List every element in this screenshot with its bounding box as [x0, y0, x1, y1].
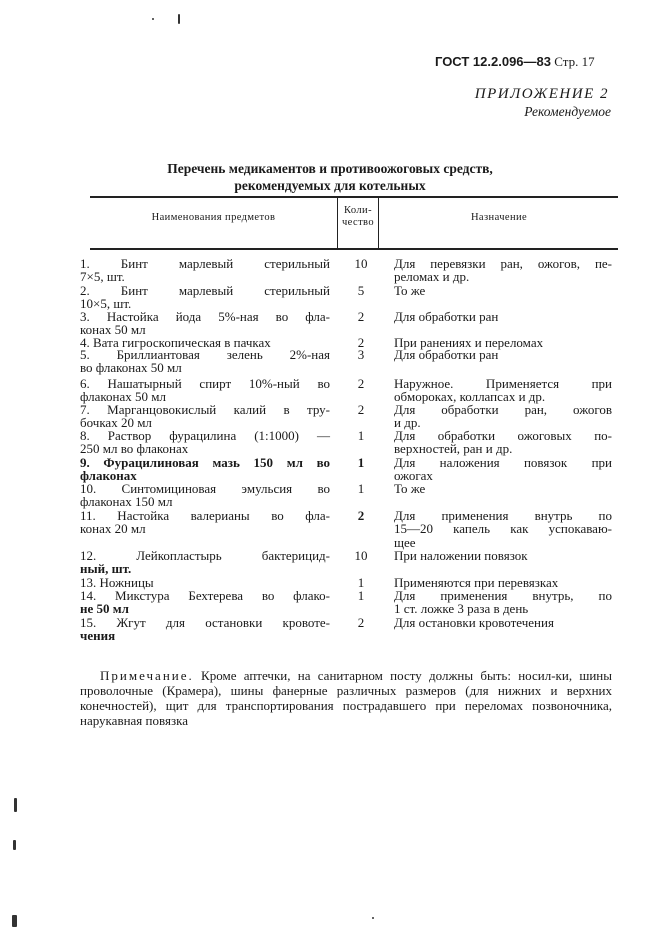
item-quantity: 10 [354, 548, 368, 563]
item-name: 6. Нашатырный спирт 10%-ный во флаконах 50 мл [80, 376, 330, 405]
item-purpose: Наружное. Применяется при обмороках, коллапсах и др. [394, 376, 612, 405]
table-header [90, 196, 618, 250]
item-purpose: Для обработки ожоговых по- верхностей, ран и др. [394, 428, 612, 457]
item-quantity: 1 [357, 455, 365, 470]
item-quantity: 1 [357, 575, 365, 590]
column-header-qty: Коли- чество [342, 205, 374, 228]
item-quantity: 2 [357, 615, 365, 630]
scan-mark [12, 915, 17, 927]
page-number: Стр. 17 [554, 54, 595, 69]
appendix-subtitle: Рекомендуемое [524, 104, 611, 119]
item-name: 15. Жгут для остановки кровоте- чения [80, 615, 330, 644]
item-name: 2. Бинт марлевый стерильный 10×5, шт. [80, 283, 330, 312]
item-quantity: 2 [357, 309, 365, 324]
item-purpose: То же [394, 283, 426, 298]
scan-mark [14, 798, 17, 812]
item-purpose: Применяются при перевязках [394, 575, 559, 590]
item-name: 12. Лейкопластырь бактерицид- ный, шт. [80, 548, 330, 577]
table-header-bottom-rule [90, 248, 618, 250]
document-title [120, 160, 540, 194]
item-purpose: Для обработки ран, ожогов и др. [394, 402, 612, 431]
item-quantity: 1 [357, 428, 365, 443]
item-quantity: 1 [357, 481, 365, 496]
column-header-name: Наименования предметов [151, 212, 276, 223]
item-purpose: Для применения внутрь по 15—20 капель как успокаваю- щее [394, 508, 612, 550]
item-quantity: 3 [357, 347, 365, 362]
item-name: 8. Раствор фурацилина (1:1000) — 250 мл во флаконах [80, 428, 330, 457]
appendix-title: ПРИЛОЖЕНИЕ 2 [474, 86, 609, 102]
scan-mark [13, 840, 16, 850]
item-purpose: Для обработки ран [394, 347, 499, 362]
item-name: 7. Марганцовокислый калий в тру- бочках 20 мл [80, 402, 330, 431]
document-title-line-1: Перечень медикаментов и противоожоговых средств, [167, 161, 493, 176]
note-text: Кроме аптечки, на санитарном посту должны быть: носил-ки, шины проволочные (Крамера), шины фанерные различных размеров (для нижних и верхних конечностей), щит для транспортирования пострадавшего при переломах позвоночника, нарукавная повязка [80, 668, 613, 728]
document-title-line-2: рекомендуемых для котельных [234, 178, 426, 193]
item-purpose: При наложении повязок [394, 548, 528, 563]
item-purpose: Для обработки ран [394, 309, 499, 324]
item-quantity: 2 [357, 508, 365, 523]
item-quantity: 2 [357, 402, 365, 417]
item-name: 4. Вата гигроскопическая в пачках [80, 335, 271, 350]
item-purpose: Для перевязки ран, ожогов, пе- реломах и др. [394, 256, 612, 285]
scan-mark [152, 18, 154, 20]
item-name: 14. Микстура Бехтерева во флако- не 50 мл [80, 588, 330, 617]
column-divider [378, 196, 379, 250]
item-quantity: 10 [354, 256, 368, 271]
item-name: 11. Настойка валерианы во фла- конах 20 мл [80, 508, 330, 537]
scan-mark [178, 14, 180, 24]
table-top-rule [90, 196, 618, 198]
item-name: 9. Фурацилиновая мазь 150 мл во флаконах [80, 455, 330, 484]
item-purpose: Для применения внутрь, по 1 ст. ложке 3 раза в день [394, 588, 612, 617]
page-header [435, 54, 615, 70]
item-quantity: 5 [357, 283, 365, 298]
item-name: 1. Бинт марлевый стерильный 7×5, шт. [80, 256, 330, 285]
column-header-purpose: Назначение [470, 212, 528, 223]
item-purpose: Для наложения повязок при ожогах [394, 455, 612, 484]
item-purpose: При ранениях и переломах [394, 335, 544, 350]
item-name: 5. Бриллиантовая зелень 2%-ная во флаконах 50 мл [80, 347, 330, 376]
item-name: 3. Настойка йода 5%-ная во фла- конах 50 мл [80, 309, 330, 338]
scan-mark [372, 917, 374, 919]
footnote [80, 668, 612, 728]
note-label: Примечание. [100, 668, 194, 683]
item-quantity: 2 [357, 376, 365, 391]
item-quantity: 1 [357, 588, 365, 603]
item-name: 13. Ножницы [80, 575, 154, 590]
item-name: 10. Синтомициновая эмульсия во флаконах 150 мл [80, 481, 330, 510]
standard-number: ГОСТ 12.2.096—83 [435, 54, 551, 69]
item-purpose: Для остановки кровотечения [394, 615, 554, 630]
item-purpose: То же [394, 481, 426, 496]
item-quantity: 2 [357, 335, 365, 350]
